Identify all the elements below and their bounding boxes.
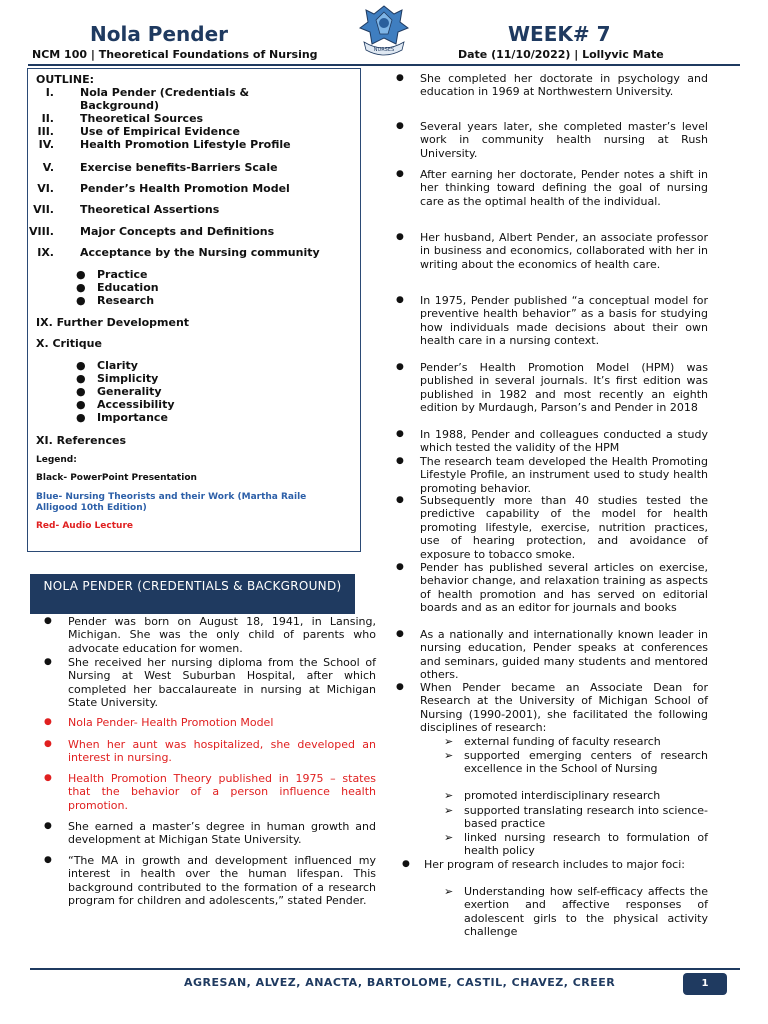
bullet-icon: ● bbox=[396, 73, 404, 83]
footer-divider bbox=[30, 968, 740, 970]
bullet-icon: ● bbox=[44, 657, 52, 667]
bullet-icon: ● bbox=[76, 281, 86, 294]
course-subtitle: NCM 100 | Theoretical Foundations of Nursing bbox=[32, 48, 318, 61]
outline-subitem: Clarity bbox=[97, 359, 138, 372]
week-label: WEEK# 7 bbox=[508, 22, 611, 46]
bullet-icon: ● bbox=[76, 385, 86, 398]
arrow-bullet-icon: ➢ bbox=[444, 885, 454, 898]
outline-references: XI. References bbox=[36, 434, 127, 447]
outline-subitem: Generality bbox=[97, 385, 162, 398]
document-title: Nola Pender bbox=[90, 22, 228, 46]
bullet-icon: ● bbox=[396, 169, 404, 179]
legend-title: Legend: bbox=[36, 455, 77, 465]
outline-further: IX. Further Development bbox=[36, 316, 190, 329]
bullet-icon: ● bbox=[396, 429, 404, 439]
bullet-icon: ● bbox=[402, 859, 410, 869]
nurses-crest-logo bbox=[358, 4, 410, 62]
bullet-icon: ● bbox=[396, 121, 404, 131]
bullet-icon: ● bbox=[44, 773, 52, 783]
bullet-icon: ● bbox=[396, 629, 404, 639]
arrow-bullet-icon: ➢ bbox=[444, 831, 454, 844]
bullet-icon: ● bbox=[76, 294, 86, 307]
bullet-icon: ● bbox=[44, 717, 52, 727]
bullet-icon: ● bbox=[396, 232, 404, 242]
bullet-icon: ● bbox=[396, 362, 404, 372]
bullet-icon: ● bbox=[396, 562, 404, 572]
arrow-bullet-icon: ➢ bbox=[444, 749, 454, 762]
arrow-bullet-icon: ➢ bbox=[444, 735, 454, 748]
legend-blue: Blue- Nursing Theorists and their Work (Martha Raile Alligood 10th Edition) bbox=[36, 492, 307, 513]
outline-critique: X. Critique bbox=[36, 337, 102, 350]
outline-subitem: Research bbox=[97, 294, 155, 307]
footer-authors: AGRESAN, ALVEZ, ANACTA, BARTOLOME, CASTIL, CHAVEZ, CREER bbox=[184, 976, 616, 989]
bullet-icon: ● bbox=[76, 398, 86, 411]
bullet-icon: ● bbox=[76, 411, 86, 424]
outline-heading: OUTLINE: bbox=[36, 73, 95, 86]
bullet-icon: ● bbox=[396, 495, 404, 505]
bullet-icon: ● bbox=[44, 616, 52, 626]
arrow-bullet-icon: ➢ bbox=[444, 804, 454, 817]
outline-subitem: Simplicity bbox=[97, 372, 159, 385]
bullet-icon: ● bbox=[44, 739, 52, 749]
bullet-icon: ● bbox=[396, 456, 404, 466]
bullet-icon: ● bbox=[76, 359, 86, 372]
bullet-icon: ● bbox=[396, 682, 404, 692]
page-number: 1 bbox=[683, 973, 727, 995]
bullet-icon: ● bbox=[44, 855, 52, 865]
svg-text:NURSES: NURSES bbox=[373, 47, 395, 53]
legend-black: Black- PowerPoint Presentation bbox=[36, 473, 197, 483]
date-author: Date (11/10/2022) | Lollyvic Mate bbox=[458, 48, 664, 61]
bullet-icon: ● bbox=[76, 268, 86, 281]
legend-red: Red- Audio Lecture bbox=[36, 521, 133, 531]
outline-subitem: Accessibility bbox=[97, 398, 175, 411]
section-banner: NOLA PENDER (CREDENTIALS & BACKGROUND) bbox=[30, 574, 355, 614]
bullet-icon: ● bbox=[76, 372, 86, 385]
arrow-bullet-icon: ➢ bbox=[444, 789, 454, 802]
outline-subitem: Education bbox=[97, 281, 159, 294]
header-divider bbox=[28, 64, 740, 66]
outline-subitem: Importance bbox=[97, 411, 168, 424]
bullet-icon: ● bbox=[396, 295, 404, 305]
outline-subitem: Practice bbox=[97, 268, 148, 281]
bullet-icon: ● bbox=[44, 821, 52, 831]
